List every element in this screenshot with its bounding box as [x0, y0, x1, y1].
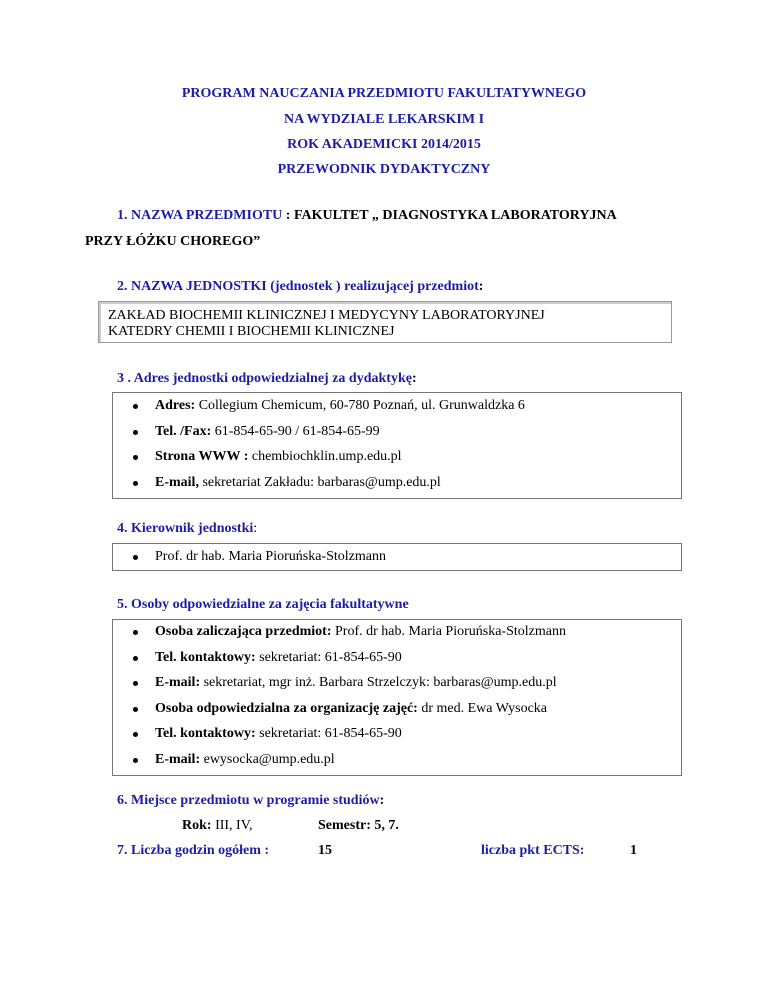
head-of-unit-item: Prof. dr hab. Maria Pioruńska-Stolzmann [155, 549, 386, 564]
person-item: Tel. kontaktowy: sekretariat: 61-854-65-90 [155, 726, 402, 741]
section-2-label: 2. NAZWA JEDNOSTKI (jednostek ) realizującej przedmiot [117, 279, 479, 294]
section-1-label: 1. NAZWA PRZEDMIOTU [117, 208, 283, 223]
email-item: E-mail, sekretariat Zakładu: barbaras@ump.edu.pl [155, 475, 441, 490]
section-1-value-cont: PRZY ŁÓŻKU CHOREGO” [85, 234, 261, 249]
section-3-title: 3 . Adres jednostki odpowiedzialnej za dydaktykę: [117, 371, 417, 386]
header-line-2: NA WYDZIALE LEKARSKIM I [283, 112, 485, 127]
ects-value: 1 [630, 843, 637, 858]
section-1-title [117, 208, 617, 224]
website-item: Strona WWW : chembiochklin.ump.edu.pl [155, 449, 402, 464]
section-4-label: 4. Kierownik jednostki [117, 521, 254, 536]
section-5-box [112, 619, 682, 776]
section-3-box [112, 392, 682, 499]
phone-fax-item: Tel. /Fax: 61-854-65-90 / 61-854-65-99 [155, 424, 380, 439]
address-item: Adres: Collegium Chemicum, 60-780 Poznań, ul. Grunwaldzka 6 [155, 398, 525, 413]
header-line-1: PROGRAM NAUCZANIA PRZEDMIOTU FAKULTATYWNEGO [181, 86, 587, 101]
unit-name-line-1: ZAKŁAD BIOCHEMII KLINICZNEJ I MEDYCYNY LABORATORYJNEJ [108, 308, 545, 323]
section-3-label: 3 . Adres jednostki odpowiedzialnej za dydaktykę [117, 371, 412, 386]
person-item: Tel. kontaktowy: sekretariat: 61-854-65-90 [155, 650, 402, 665]
person-item: Osoba zaliczająca przedmiot: Prof. dr hab. Maria Pioruńska-Stolzmann [155, 624, 566, 639]
person-item: E-mail: sekretariat, mgr inż. Barbara Strzelczyk: barbaras@ump.edu.pl [155, 675, 557, 690]
section-6-label: 6. Miejsce przedmiotu w programie studiów [117, 793, 380, 808]
section-4-box [112, 543, 682, 571]
section-1-value: : FAKULTET „ DIAGNOSTYKA LABORATORYJNA [282, 208, 617, 223]
hours-value: 15 [318, 843, 332, 858]
section-2-title: 2. NAZWA JEDNOSTKI (jednostek ) realizującej przedmiot: [117, 279, 484, 294]
ects-label: liczba pkt ECTS: [481, 843, 585, 858]
section-6-title: 6. Miejsce przedmiotu w programie studiów: [117, 793, 385, 808]
section-7-title: 7. Liczba godzin ogółem : [117, 843, 270, 858]
section-2-box [98, 301, 672, 343]
person-item: E-mail: ewysocka@ump.edu.pl [155, 752, 335, 767]
header-line-4: PRZEWODNIK DYDAKTYCZNY [277, 162, 491, 177]
section-4-title: 4. Kierownik jednostki: [117, 521, 258, 536]
year-field: Rok: III, IV, [182, 818, 253, 833]
semester-field: Semestr: 5, 7. [318, 818, 399, 833]
section-5-title: 5. Osoby odpowiedzialne za zajęcia fakultatywne [117, 597, 409, 612]
unit-name-line-2: KATEDRY CHEMII I BIOCHEMII KLINICZNEJ [108, 324, 395, 339]
person-item: Osoba odpowiedzialna za organizację zajęć: dr med. Ewa Wysocka [155, 701, 547, 716]
header-line-3: ROK AKADEMICKI 2014/2015 [287, 137, 481, 152]
